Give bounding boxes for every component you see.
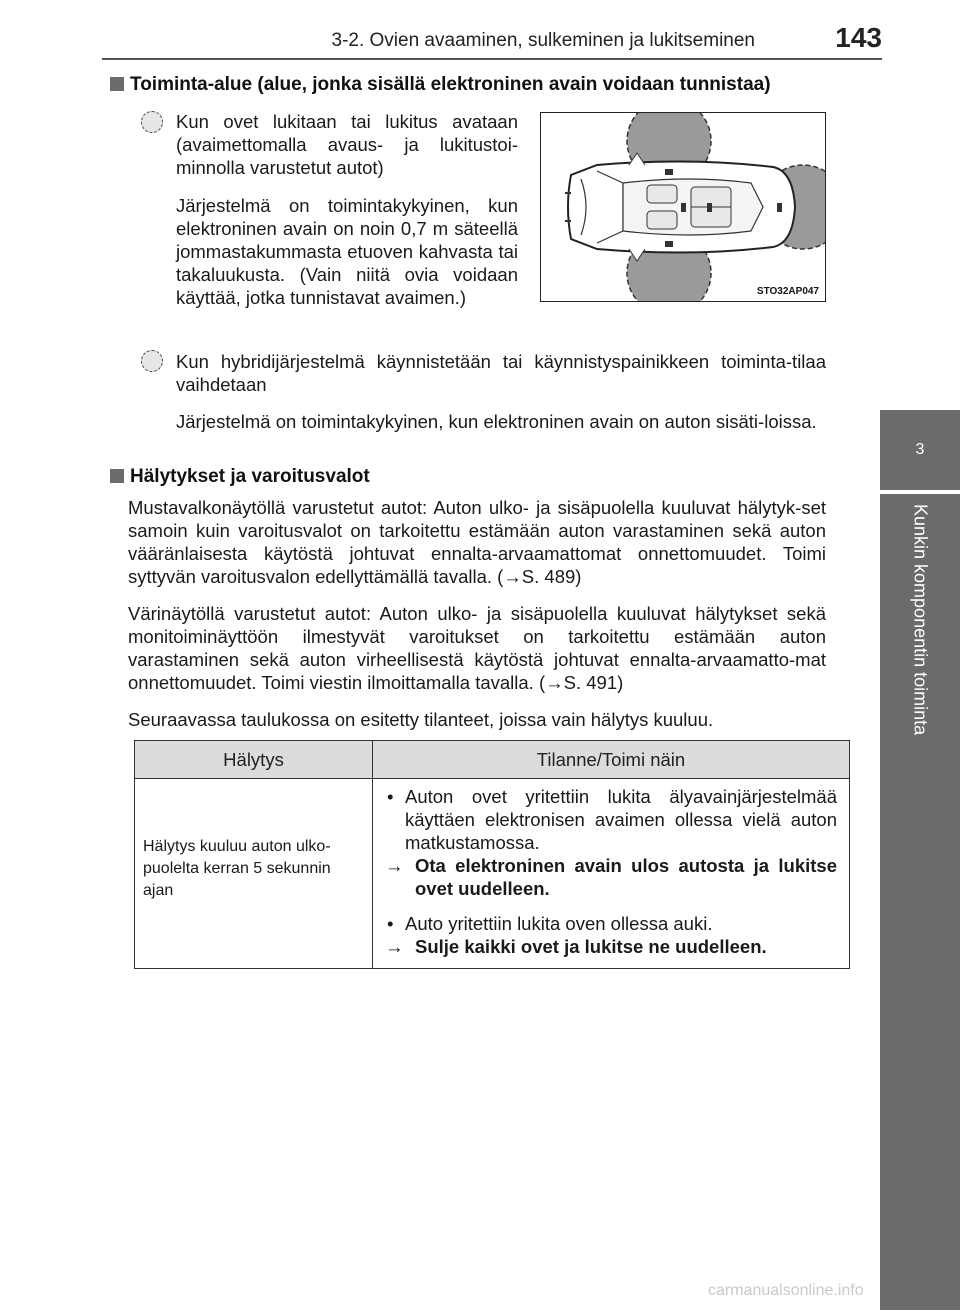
section-heading-alarms — [110, 466, 370, 488]
col-header-situation: Tilanne/Toimi näin — [373, 741, 850, 779]
table-intro: Seuraavassa taulukossa on esitetty tilanteet, joissa vain hälytys kuuluu. — [128, 709, 714, 730]
item1-title: Kun ovet lukitaan tai lukitus avataan (avaimettomalla avaus- ja lukitustoi-minnolla varustetut autot) — [176, 111, 518, 178]
action-line — [385, 935, 837, 958]
header-divider — [102, 58, 882, 60]
alarm-cell: Hälytys kuuluu auton ulko-puolelta kerran 5 sekunnin ajan — [135, 779, 373, 969]
situation-bullet: • Auton ovet yritettiin lukita älyavainjärjestelmää käyttäen elektronisen avaimen ollessa vielä auton matkustamossa. — [385, 785, 837, 854]
arrow-icon: → — [385, 936, 404, 957]
square-bullet-icon — [110, 77, 124, 91]
alarm-table — [134, 740, 850, 969]
dashed-circle-icon — [141, 111, 163, 133]
col-header-alarm: Hälytys — [135, 741, 373, 779]
dashed-circle-icon — [141, 350, 163, 372]
section-heading-text: Toiminta-alue (alue, jonka sisällä elektroninen avain voidaan tunnistaa) — [130, 74, 771, 95]
key-range-figure — [540, 112, 826, 302]
table-header-row — [135, 741, 850, 779]
arrow-icon: → — [385, 855, 404, 876]
item2-body: Järjestelmä on toimintakykyinen, kun elektroninen avain on auton sisäti-loissa. — [176, 411, 817, 432]
item2-title: Kun hybridijärjestelmä käynnistetään tai käynnistyspainikkeen toiminta-tilaa vaihdetaan — [176, 351, 826, 395]
figure-code: STO32AP047 — [756, 286, 819, 297]
item1-body: Järjestelmä on toimintakykyinen, kun elektroninen avain on noin 0,7 m säteellä jommastakummasta etuoven kahvasta tai takaluukusta. (Vain niitä ovia voidaan käyttää, jotka tunnistavat avaimen.) — [176, 195, 518, 308]
alarm-paragraph-mono: Mustavalkonäytöllä varustetut autot: Auton ulko- ja sisäpuolella kuuluvat hälytyk-set samoin kuin varoitusvalot on tarkoitettu estämään auton varastaminen sekä auton vääränlaisesta käytöstä johtuvat ennalta-arvaamattomat onnettomuudet. Toimi syttyvän varoitusvalon edellyttämällä tavalla. (→S. 489) — [128, 497, 826, 587]
page-header — [0, 0, 960, 60]
section-heading-text: Hälytykset ja varoitusvalot — [130, 466, 370, 487]
chapter-tab-number: 3 — [880, 410, 960, 490]
chapter-tab-label: Kunkin komponentin toiminta — [910, 504, 931, 736]
action-text: Sulje kaikki ovet ja lukitse ne uudelleen. — [415, 936, 767, 957]
chapter-tab — [880, 494, 960, 1310]
situation-cell — [373, 779, 850, 969]
page-number: 143 — [835, 22, 882, 53]
watermark: carmanualsonline.info — [708, 1282, 864, 1299]
section-heading-range — [110, 74, 771, 96]
table-row — [135, 779, 850, 969]
action-line — [385, 854, 837, 900]
action-text: Ota elektroninen avain ulos autosta ja lukitse ovet uudelleen. — [415, 855, 837, 899]
alarm-paragraph-color: Värinäytöllä varustetut autot: Auton ulko- ja sisäpuolella kuuluvat hälytykset sekä monitoiminäyttöön ilmestyvät varoitukset on tarkoitettu estämään auton varastaminen sekä auton virheellisestä käytöstä johtuvat ennalta-arvaamatto-mat onnettomuudet. Toimi viestin ilmoittamalla tavalla. (→S. 491) — [128, 603, 826, 693]
chapter-title: 3-2. Ovien avaaminen, sulkeminen ja lukitseminen — [331, 30, 755, 51]
car-top-view-illustration — [541, 113, 826, 302]
square-bullet-icon — [110, 469, 124, 483]
situation-bullet: • Auto yritettiin lukita oven ollessa auki. — [385, 912, 837, 935]
